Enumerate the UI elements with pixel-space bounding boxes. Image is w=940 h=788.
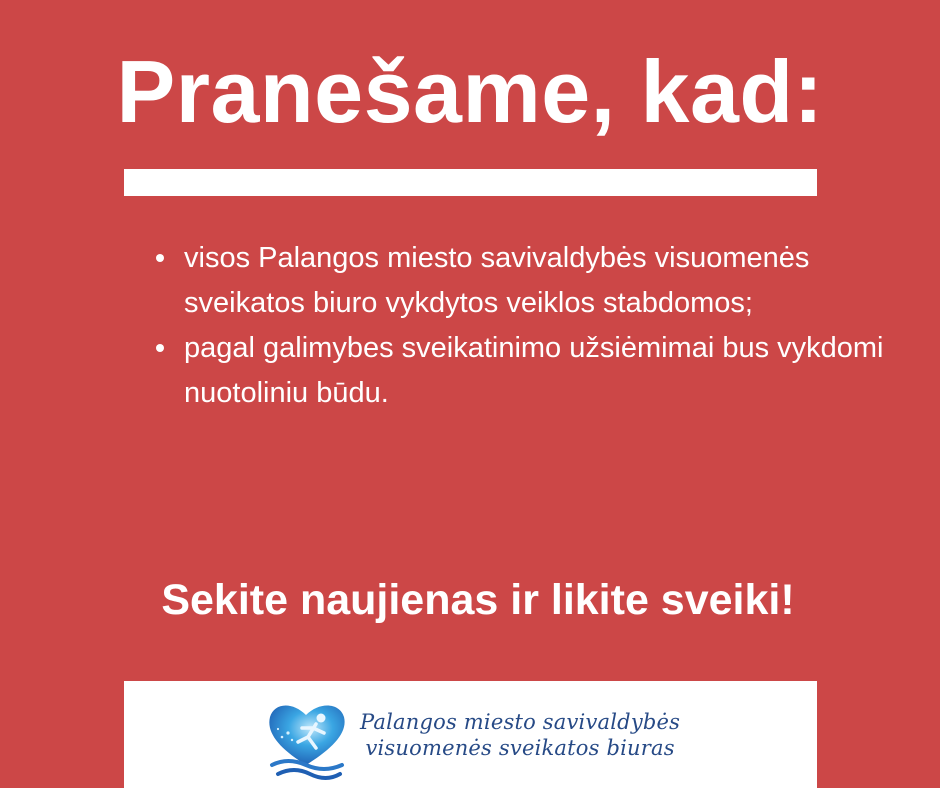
bullet-icon bbox=[156, 344, 164, 352]
closing-message: Sekite naujienas ir likite sveiki! bbox=[161, 576, 795, 624]
logo-line-2: visuomenės sveikatos biuras bbox=[365, 736, 675, 760]
list-item bbox=[184, 326, 904, 416]
headline: Pranešame, kad: bbox=[116, 42, 824, 141]
notice-list bbox=[184, 236, 904, 416]
list-item bbox=[184, 236, 904, 326]
heart-runner-logo-icon bbox=[258, 693, 354, 783]
logo-text bbox=[360, 709, 680, 761]
logo-panel bbox=[124, 681, 817, 788]
logo-line-1: Palangos miesto savivaldybės bbox=[360, 710, 681, 734]
divider-bar bbox=[124, 169, 817, 196]
notice-text: pagal galimybes sveikatinimo užsiėmimai bus vykdomi nuotoliniu būdu. bbox=[184, 332, 884, 409]
bullet-icon bbox=[156, 254, 164, 262]
notice-text: visos Palangos miesto savivaldybės visuomenės sveikatos biuro vykdytos veiklos stabdomos; bbox=[184, 242, 810, 319]
